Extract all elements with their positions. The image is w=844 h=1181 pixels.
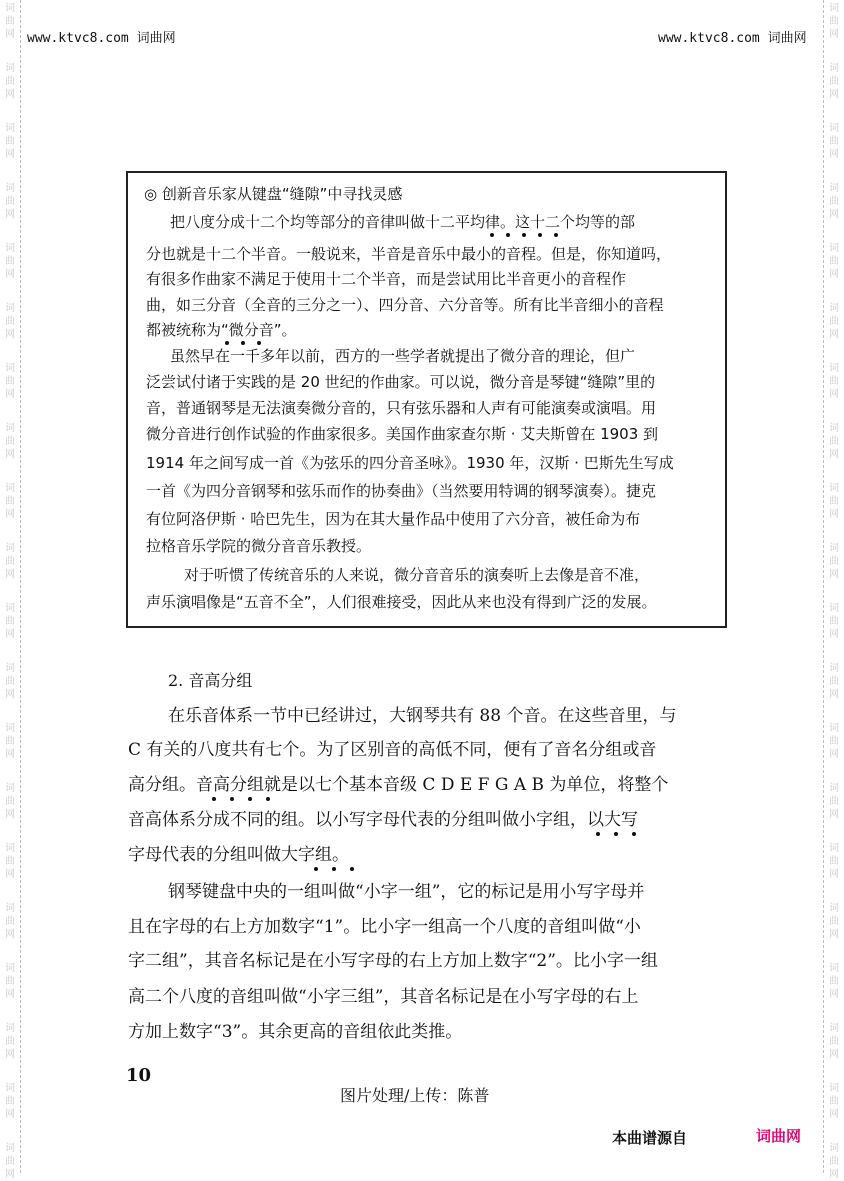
info-box-line: 曲，如三分音（全音的三分之一）、四分音、六分音等。所有比半音细小的音程 bbox=[146, 296, 664, 314]
side-watermark-label: 词 曲 网 bbox=[829, 723, 839, 760]
side-watermark-label: 词 曲 网 bbox=[5, 63, 15, 100]
side-watermark-label: 词 曲 网 bbox=[829, 3, 839, 40]
emphasis-dots bbox=[314, 867, 364, 873]
side-watermark-label: 词 曲 网 bbox=[829, 1023, 839, 1060]
side-watermark-label: 词 曲 网 bbox=[5, 303, 15, 340]
side-watermark-label: 词 曲 网 bbox=[829, 423, 839, 460]
info-box-line: 对于听惯了传统音乐的人来说，微分音音乐的演奏听上去像是音不准， bbox=[184, 566, 650, 584]
side-watermark-label: 词 曲 网 bbox=[5, 663, 15, 700]
emphasis-dots bbox=[225, 341, 275, 347]
body-line: 高二个八度的音组叫做“小字三组”，其音名标记是在小写字母的右上 bbox=[128, 987, 639, 1007]
side-watermark-label: 词 曲 网 bbox=[5, 423, 15, 460]
side-watermark-label: 词 曲 网 bbox=[5, 843, 15, 880]
side-watermark-label: 词 曲 网 bbox=[829, 1083, 839, 1120]
body-line: C 有关的八度共有七个。为了区别音的高低不同，便有了音名分组或音 bbox=[128, 740, 657, 760]
side-watermark-label: 词 曲 网 bbox=[5, 1083, 15, 1120]
left-watermark-strip bbox=[0, 0, 21, 1180]
side-watermark-label: 词 曲 网 bbox=[5, 903, 15, 940]
side-watermark-label: 词 曲 网 bbox=[5, 543, 15, 580]
side-watermark-label: 词 曲 网 bbox=[829, 1143, 839, 1180]
side-watermark-label: 词 曲 网 bbox=[829, 783, 839, 820]
side-watermark-label: 词 曲 网 bbox=[829, 903, 839, 940]
side-watermark-label: 词 曲 网 bbox=[829, 603, 839, 640]
side-watermark-label: 词 曲 网 bbox=[829, 543, 839, 580]
side-watermark-label: 词 曲 网 bbox=[5, 1023, 15, 1060]
info-box-line: 泛尝试付诸于实践的是 20 世纪的作曲家。可以说，微分音是琴键“缝隙”里的 bbox=[146, 373, 656, 391]
body-line: 且在字母的右上方加数字“1”。比小字一组高一个八度的音组叫做“小 bbox=[128, 917, 641, 937]
right-watermark-strip bbox=[823, 0, 844, 1180]
side-watermark-label: 词 曲 网 bbox=[5, 363, 15, 400]
info-box-line: 一首《为四分音钢琴和弦乐而作的协奏曲》（当然要用特调的钢琴演奏）。捷克 bbox=[146, 482, 657, 500]
side-watermark-label: 词 曲 网 bbox=[5, 723, 15, 760]
side-watermark-label: 词 曲 网 bbox=[829, 483, 839, 520]
side-watermark-label: 词 曲 网 bbox=[829, 843, 839, 880]
emphasis-dots bbox=[212, 797, 282, 803]
section-heading: 2. 音高分组 bbox=[168, 671, 253, 690]
header-left-url[interactable]: www.ktvc8.com bbox=[27, 31, 129, 46]
side-watermark-label: 词 曲 网 bbox=[5, 1143, 15, 1180]
info-box-line: 声乐演唱像是“五音不全”，人们很难接受，因此从来也没有得到广泛的发展。 bbox=[146, 593, 657, 611]
upload-credit: 图片处理/上传：陈普 bbox=[340, 1086, 490, 1105]
body-line: 音高体系分成不同的组。以小写字母代表的分组叫做小字组，以大写 bbox=[128, 810, 638, 830]
body-line: 钢琴键盘中央的一组叫做“小字一组”，它的标记是用小写字母并 bbox=[168, 882, 645, 902]
body-line: 字母代表的分组叫做大字组。 bbox=[128, 845, 349, 865]
page-number: 10 bbox=[126, 1065, 152, 1086]
side-watermark-label: 词 曲 网 bbox=[829, 363, 839, 400]
body-line: 字二组”，其音名标记是在小写字母的右上方加上数字“2”。比小字一组 bbox=[128, 951, 658, 971]
side-watermark-label: 词 曲 网 bbox=[829, 123, 839, 160]
info-box-line: 把八度分成十二个均等部分的音律叫做十二平均律。这十二个均等的部 bbox=[170, 213, 636, 231]
emphasis-dots bbox=[596, 832, 646, 838]
info-box-line: 微分音进行创作试验的作曲家很多。美国作曲家查尔斯 · 艾夫斯曾在 1903 到 bbox=[146, 425, 659, 443]
side-watermark-label: 词 曲 网 bbox=[5, 963, 15, 1000]
side-watermark-label: 词 曲 网 bbox=[5, 243, 15, 280]
side-watermark-label: 词 曲 网 bbox=[829, 663, 839, 700]
info-box-line: 音，普通钢琴是无法演奏微分音的，只有弦乐器和人声有可能演奏或演唱。用 bbox=[146, 399, 657, 417]
side-watermark-label: 词 曲 网 bbox=[829, 963, 839, 1000]
source-text: 本曲谱源自 bbox=[612, 1129, 688, 1147]
info-box-line: 1914 年之间写成一首《为弦乐的四分音圣咏》。1930 年，汉斯 · 巴斯先生写成 bbox=[146, 454, 674, 472]
info-box-line: 都被统称为“微分音”。 bbox=[146, 321, 297, 339]
side-watermark-label: 词 曲 网 bbox=[829, 243, 839, 280]
header-right-url[interactable]: www.ktvc8.com bbox=[658, 31, 760, 46]
side-watermark-label: 词 曲 网 bbox=[5, 3, 15, 40]
info-box-line: 拉格音乐学院的微分音音乐教授。 bbox=[146, 537, 372, 555]
side-watermark-label: 词 曲 网 bbox=[829, 63, 839, 100]
header-right-site-name: 词曲网 bbox=[767, 31, 807, 46]
header-left-site-name: 词曲网 bbox=[136, 31, 176, 46]
side-watermark-label: 词 曲 网 bbox=[5, 123, 15, 160]
side-watermark-label: 词 曲 网 bbox=[829, 183, 839, 220]
body-line: 高分组。音高分组就是以七个基本音级 C D E F G A B 为单位，将整个 bbox=[128, 775, 669, 795]
body-line: 方加上数字“3”。其余更高的音组依此类推。 bbox=[128, 1022, 463, 1042]
body-line: 在乐音体系一节中已经讲过，大钢琴共有 88 个音。在这些音里，与 bbox=[168, 706, 677, 726]
info-box-line: 有位阿洛伊斯 · 哈巴先生，因为在其大量作品中使用了六分音，被任命为布 bbox=[146, 510, 641, 528]
info-box-line: 分也就是十二个半音。一般说来，半音是音乐中最小的音程。但是，你知道吗， bbox=[146, 245, 672, 263]
emphasis-dots bbox=[490, 233, 560, 239]
side-watermark-label: 词 曲 网 bbox=[5, 783, 15, 820]
info-box-title: ◎ 创新音乐家从键盘“缝隙”中寻找灵感 bbox=[144, 185, 403, 203]
source-brand-link[interactable]: 词曲网 bbox=[756, 1127, 802, 1145]
header-right-site[interactable] bbox=[658, 27, 807, 46]
side-watermark-label: 词 曲 网 bbox=[829, 303, 839, 340]
header-left-site[interactable] bbox=[27, 27, 176, 46]
info-box-line: 有很多作曲家不满足于使用十二个半音，而是尝试用比半音更小的音程作 bbox=[146, 270, 627, 288]
side-watermark-label: 词 曲 网 bbox=[5, 603, 15, 640]
info-box-line: 虽然早在一千多年以前，西方的一些学者就提出了微分音的理论，但广 bbox=[170, 347, 636, 365]
side-watermark-label: 词 曲 网 bbox=[5, 183, 15, 220]
side-watermark-label: 词 曲 网 bbox=[5, 483, 15, 520]
